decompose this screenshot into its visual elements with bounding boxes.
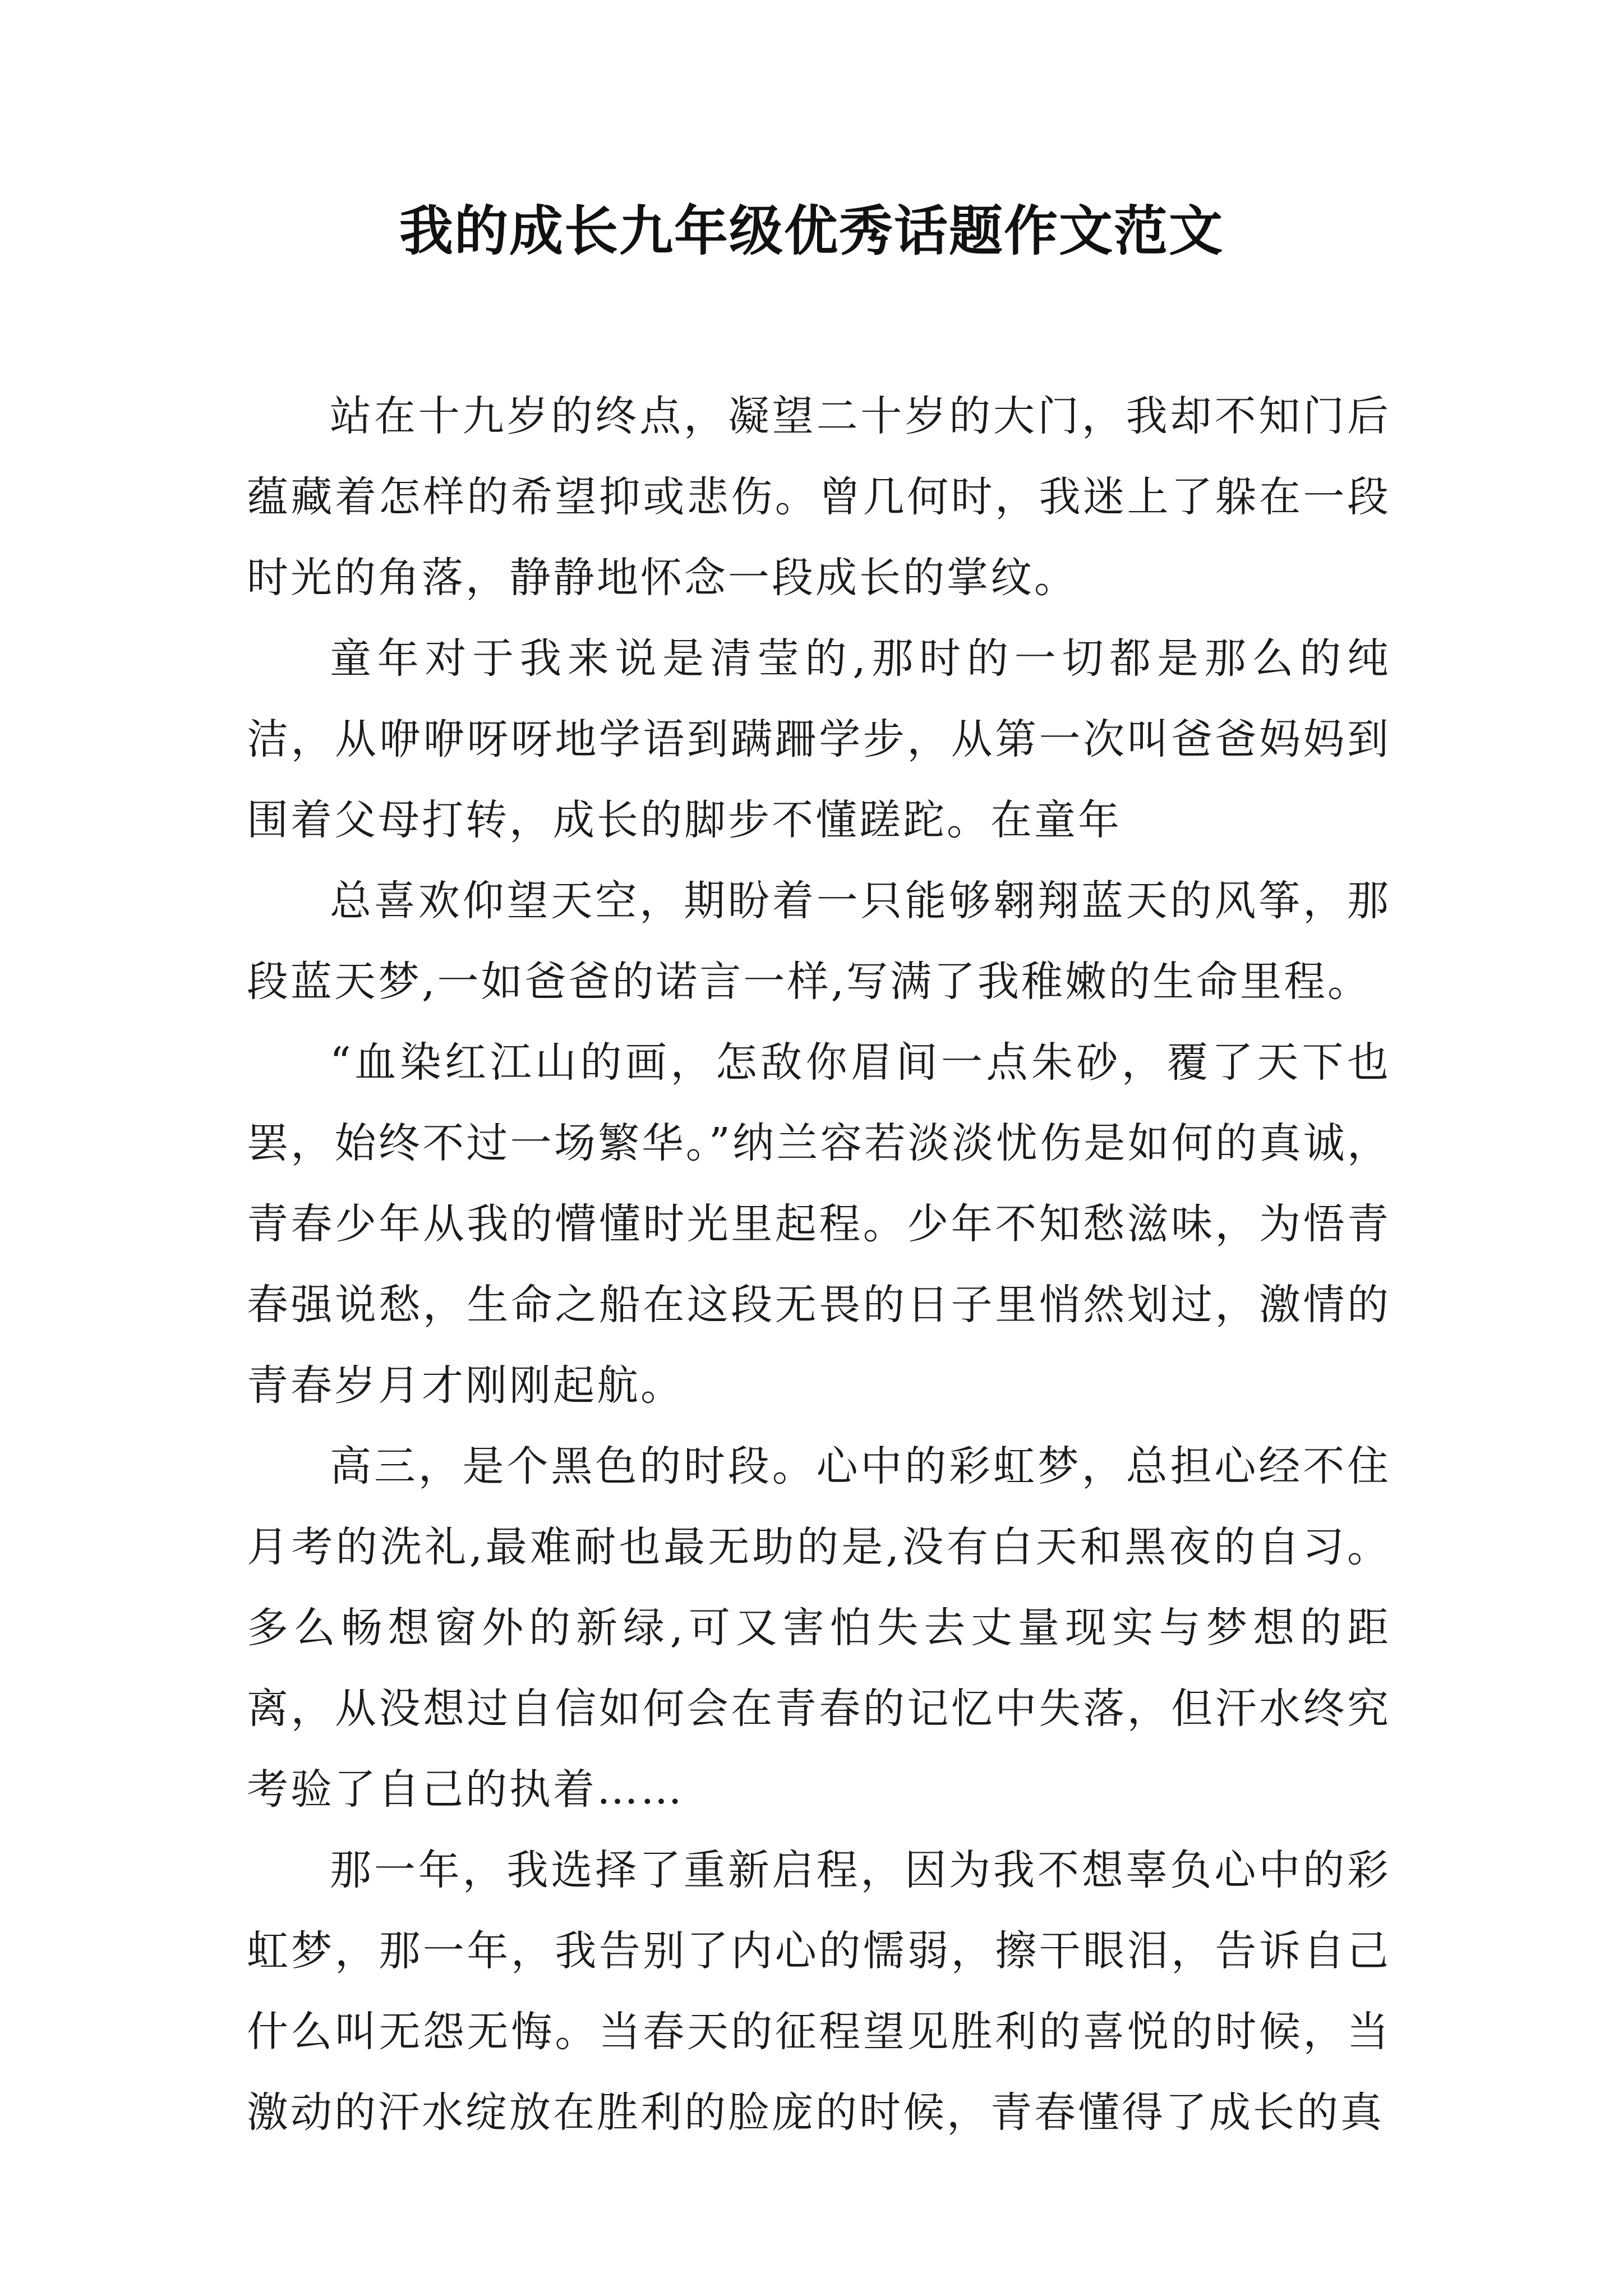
paragraph: 总喜欢仰望天空，期盼着一只能够翱翔蓝天的风筝，那段蓝天梦,一如爸爸的诺言一样,写满了我稚嫩的生命里程。 bbox=[247, 877, 1391, 1006]
document-title: 我的成长九年级优秀话题作文范文 bbox=[399, 199, 1224, 263]
paragraph: 高三，是个黑色的时段。心中的彩虹梦，总担心经不住月考的洗礼,最难耐也最无助的是,没有白天和黑夜的自习。多么畅想窗外的新绿,可又害怕失去丈量现实与梦想的距离，从没想过自信如何会在青春的记忆中失落，但汗水终究考验了自己的执着…… bbox=[247, 1442, 1391, 1814]
paragraph: 童年对于我来说是清莹的,那时的一切都是那么的纯洁，从咿咿呀呀地学语到蹒跚学步，从第一次叫爸爸妈妈到围着父母打转，成长的脚步不懂蹉跎。在童年 bbox=[247, 634, 1391, 844]
document-body bbox=[247, 376, 1391, 2153]
paragraph: “血染红江山的画，怎敌你眉间一点朱砂，覆了天下也罢，始终不过一场繁华。”纳兰容若淡淡忧伤是如何的真诚，青春少年从我的懵懂时光里起程。少年不知愁滋味，为悟青春强说愁，生命之船在这段无畏的日子里悄然划过，激情的青春岁月才刚刚起航。 bbox=[247, 1038, 1391, 1410]
paragraph: 那一年，我选择了重新启程，因为我不想辜负心中的彩虹梦，那一年，我告别了内心的懦弱，擦干眼泪，告诉自己什么叫无怨无悔。当春天的征程望见胜利的喜悦的时候，当激动的汗水绽放在胜利的脸庞的时候，青春懂得了成长的真 bbox=[247, 1846, 1391, 2137]
paragraph: 站在十九岁的终点，凝望二十岁的大门，我却不知门后蕴藏着怎样的希望抑或悲伤。曾几何时，我迷上了躲在一段时光的角落，静静地怀念一段成长的掌纹。 bbox=[247, 392, 1391, 602]
